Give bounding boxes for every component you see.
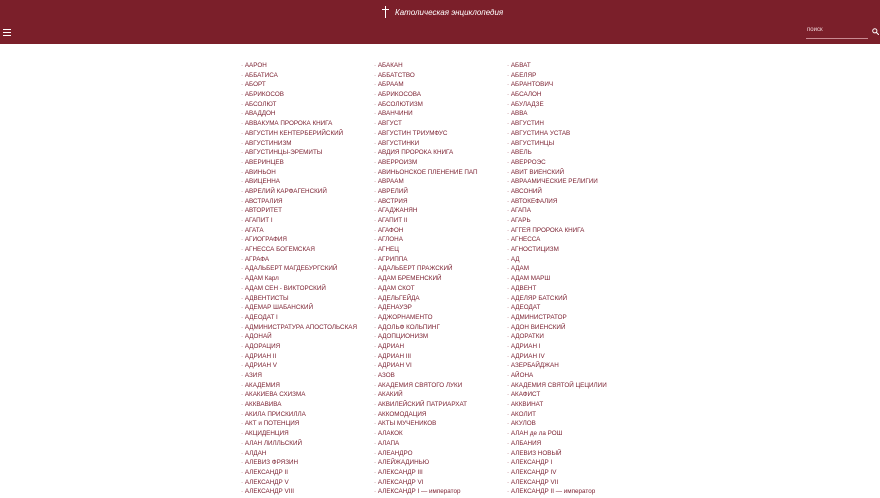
index-entry-link[interactable]: · АВГУСТИН [507, 119, 639, 129]
index-entry-link[interactable]: · АВГУСТИНИЗМ [241, 139, 373, 149]
index-entry-link[interactable]: · АЛЕВИЗ НОВЫЙ [507, 449, 639, 459]
index-entry-link[interactable]: · АКАДЕМИЯ СВЯТОЙ ЦЕЦИЛИИ [507, 381, 639, 391]
index-entry-link[interactable]: · АЛДАН [241, 449, 373, 459]
index-entry-link[interactable]: · АВВАКУМА ПРОРОКА КНИГА [241, 119, 373, 129]
index-entry-link[interactable]: · АДРИАН II [241, 352, 373, 362]
index-entry-link[interactable]: · АДОРАЦИЯ [241, 342, 373, 352]
index-entry-link[interactable]: · АКАДЕМИЯ [241, 381, 373, 391]
index-entry-link[interactable]: · АДЕОДАТ I [241, 313, 373, 323]
index-entry-link[interactable]: · АВГУСТИНЦЫ-ЭРЕМИТЫ [241, 148, 373, 158]
index-entry-link[interactable]: · АДОПЦИОНИЗМ [374, 332, 506, 342]
index-entry-link[interactable]: · АВТОРИТЕТ [241, 206, 373, 216]
index-entry-link[interactable]: · АГАФОН [374, 226, 506, 236]
index-entry-link[interactable]: · АВГУСТИНА УСТАВ [507, 129, 639, 139]
index-entry-link[interactable]: · АВИНЬОН [241, 168, 373, 178]
index-entry-link[interactable]: · АВГУСТИН КЕНТЕРБЕРИЙСКИЙ [241, 129, 373, 139]
index-entry-link[interactable]: · АДВЕНТИСТЫ [241, 294, 373, 304]
index-column-1 [241, 61, 373, 497]
index-entry-link[interactable]: · АВГУСТИН ТРИУМФУС [374, 129, 506, 139]
site-title: Католическая энциклопедия [395, 7, 504, 17]
index-entry-link[interactable]: · АВАДДОН [241, 109, 373, 119]
index-entry-link[interactable]: · АЗОВ [374, 371, 506, 381]
index-entry-link[interactable]: · АВИТ ВИЕНСКИЙ [507, 168, 639, 178]
index-entry-link[interactable]: · АДЕМАР ШАБАНСКИЙ [241, 303, 373, 313]
index-entry-link[interactable]: · АВРЕЛИЙ КАРФАГЕНСКИЙ [241, 187, 373, 197]
index-entry-link[interactable]: · АЛЕАНДРО [374, 449, 506, 459]
index-column-2 [374, 61, 506, 497]
site-logo[interactable] [380, 5, 503, 19]
index-entry-link[interactable]: · АВРААМ [374, 177, 506, 187]
index-entry-link[interactable]: · АКИЛА ПРИСКИЛЛА [241, 410, 373, 420]
index-entry-link[interactable]: · АВРЕЛИЙ [374, 187, 506, 197]
index-entry-link[interactable]: · АДРИАН IV [507, 352, 639, 362]
index-entry-link[interactable]: · АВГУСТИНЦЫ [507, 139, 639, 149]
index-entry-link[interactable]: · АВЕРРОЭС [507, 158, 639, 168]
index-entry-link[interactable]: · АКАДЕМИЯ СВЯТОГО ЛУКИ [374, 381, 506, 391]
index-entry-link[interactable]: · АБСАЛОН [507, 90, 639, 100]
index-entry-link[interactable]: · АЛЕКСАНДР II [241, 468, 373, 478]
index-entry-link[interactable]: · АБВАТ [507, 61, 639, 71]
index-entry-link[interactable]: · АДАМ БРЕМЕНСКИЙ [374, 274, 506, 284]
index-entry-link[interactable]: · АЛЕКСАНДР I — император [374, 487, 506, 497]
index-entry-link[interactable]: · АДАЛЬБЕРТ ПРАЖСКИЙ [374, 264, 506, 274]
index-column-3 [507, 61, 639, 497]
index-entry-link[interactable]: · АГРАФА [241, 255, 373, 265]
index-entry-link[interactable]: · АДОЛЬФ КОЛЬПИНГ [374, 323, 506, 333]
index-entry-link[interactable]: · АВИЦЕННА [241, 177, 373, 187]
index-entry-link[interactable]: · АБОРТ [241, 80, 373, 90]
index-entry-link[interactable]: · АВИНЬОНСКОЕ ПЛЕНЕНИЕ ПАП [374, 168, 506, 178]
index-entry-link[interactable]: · АДЕЛЬГЕЙДА [374, 294, 506, 304]
index-entry-link[interactable]: · АДЕОДАТ [507, 303, 639, 313]
index-entry-link[interactable]: · АЛАН ЛИЛЛЬСКИЙ [241, 439, 373, 449]
index-entry-link[interactable]: · АЛЕКСАНДР V [241, 478, 373, 488]
index-entry-link[interactable]: · АГЛОНА [374, 235, 506, 245]
index-entry-link[interactable]: · АБАКАН [374, 61, 506, 71]
index-entry-link[interactable]: · АБСОЛЮТ [241, 100, 373, 110]
index-entry-link[interactable]: · АЛЕВИЗ ФРЯЗИН [241, 458, 373, 468]
index-entry-link[interactable]: · АКОЛИТ [507, 410, 639, 420]
index-entry-link[interactable]: · АДРИАН VI [374, 361, 506, 371]
index-entry-link[interactable]: · АГНЕЦ [374, 245, 506, 255]
index-entry-link[interactable]: · АКУЛОВ [507, 419, 639, 429]
index-entry-link[interactable]: · АДОНАЙ [241, 332, 373, 342]
index-entry-link[interactable]: · АЛЕКСАНДР II — император [507, 487, 639, 497]
index-entry-link[interactable]: · АВДИЯ ПРОРОКА КНИГА [374, 148, 506, 158]
index-entry-link[interactable]: · ААРОН [241, 61, 373, 71]
index-entry-link[interactable]: · АГАДЖАНЯН [374, 206, 506, 216]
index-entry-link[interactable]: · АГАТА [241, 226, 373, 236]
index-entry-link[interactable]: · АДРИАН [374, 342, 506, 352]
index-entry-link[interactable]: · АДАЛЬБЕРТ МАГДЕБУРГСКИЙ [241, 264, 373, 274]
index-entry-link[interactable]: · АКАКИЕВА СХИЗМА [241, 390, 373, 400]
index-entry-link[interactable]: · АББАТИСА [241, 71, 373, 81]
index-entry-link[interactable]: · АДВЕНТ [507, 284, 639, 294]
index-entry-link[interactable]: · АДЖОРНАМЕНТО [374, 313, 506, 323]
index-entry-link[interactable]: · АБСОЛЮТИЗМ [374, 100, 506, 110]
index-entry-link[interactable]: · АГАРЬ [507, 216, 639, 226]
logo-icon [380, 6, 391, 18]
index-entry-link[interactable]: · АЛЕКСАНДР VIII [241, 487, 373, 497]
index-entry-link[interactable]: · АВСОНИЙ [507, 187, 639, 197]
index-entry-link[interactable]: · АДРИАН I [507, 342, 639, 352]
index-entry-link[interactable]: · АГАПИТ II [374, 216, 506, 226]
index-entry-link[interactable]: · АБРААМ [374, 80, 506, 90]
index-entry-link[interactable]: · АКАКИЙ [374, 390, 506, 400]
index-entry-link[interactable]: · АККВАВИВА [241, 400, 373, 410]
index-entry-link[interactable]: · АВГУСТИНКИ [374, 139, 506, 149]
index-entry-link[interactable]: · АЛАКОК [374, 429, 506, 439]
index-entry-link[interactable]: · АЛАН де ла РОШ [507, 429, 639, 439]
index-entry-link[interactable]: · АДАМ СЕН - ВИКТОРСКИЙ [241, 284, 373, 294]
index-entry-link[interactable]: · АДМИНИСТРАТОР [507, 313, 639, 323]
index-entry-link[interactable]: · АГНОСТИЦИЗМ [507, 245, 639, 255]
index-entry-link[interactable]: · АБУЛАДЗЕ [507, 100, 639, 110]
index-entry-link[interactable]: · АКВИЛЕЙСКИЙ ПАТРИАРХАТ [374, 400, 506, 410]
search-icon[interactable] [872, 28, 879, 35]
index-entry-link[interactable]: · АВЕЛЬ [507, 148, 639, 158]
site-header [0, 0, 880, 44]
index-entry-link[interactable]: · АБРАНТОВИЧ [507, 80, 639, 90]
index-entry-link[interactable]: · АБРИКОСОВА [374, 90, 506, 100]
index-entry-link[interactable]: · АККОМОДАЦИЯ [374, 410, 506, 420]
index-entry-link[interactable]: · АКЦИДЕНЦИЯ [241, 429, 373, 439]
index-entry-link[interactable]: · АЛЕКСАНДР I [507, 458, 639, 468]
index-entry-link[interactable]: · АЛЕКСАНДР III [374, 468, 506, 478]
index-entry-link[interactable]: · АДАМ [507, 264, 639, 274]
index-entry-link[interactable]: · АДРИАН III [374, 352, 506, 362]
index-entry-link[interactable]: · АД [507, 255, 639, 265]
index-entry-link[interactable]: · АЛЕКСАНДР IV [507, 468, 639, 478]
index-entry-link[interactable]: · АВВА [507, 109, 639, 119]
index-entry-link[interactable]: · АВСТРАЛИЯ [241, 197, 373, 207]
index-entry-link[interactable]: · АЛБАНИЯ [507, 439, 639, 449]
index-entry-link[interactable]: · АЛАПА [374, 439, 506, 449]
index-entry-link[interactable]: · АВСТРИЯ [374, 197, 506, 207]
index-entry-link[interactable]: · АГАПИТ I [241, 216, 373, 226]
index-entry-link[interactable]: · АГРИППА [374, 255, 506, 265]
index-entry-link[interactable]: · АЗЕРБАЙДЖАН [507, 361, 639, 371]
index-entry-link[interactable]: · АККВИНАТ [507, 400, 639, 410]
index-entry-link[interactable]: · АВТОКЕФАЛИЯ [507, 197, 639, 207]
index-entry-link[interactable]: · АКТЫ МУЧЕНИКОВ [374, 419, 506, 429]
index-entry-link[interactable]: · АЗИЯ [241, 371, 373, 381]
index-entry-link[interactable]: · АГГЕЯ ПРОРОКА КНИГА [507, 226, 639, 236]
index-entry-link[interactable]: · АБЕЛЯР [507, 71, 639, 81]
menu-icon[interactable] [3, 29, 11, 36]
index-entry-link[interactable]: · АЛЕКСАНДР VII [507, 478, 639, 488]
index-entry-link[interactable]: · АВЕРРОИЗМ [374, 158, 506, 168]
index-entry-link[interactable]: · АКТ и ПОТЕНЦИЯ [241, 419, 373, 429]
index-entry-link[interactable]: · АДАМ МАРШ [507, 274, 639, 284]
index-entry-link[interactable]: · АВРААМИЧЕСКИЕ РЕЛИГИИ [507, 177, 639, 187]
index-entry-link[interactable]: · АВГУСТ [374, 119, 506, 129]
index-entry-link[interactable]: · АДАМ Карл [241, 274, 373, 284]
index-entry-link[interactable]: · АДЕЛЯР БАТСКИЙ [507, 294, 639, 304]
index-entry-link[interactable]: · АВЕРИНЦЕВ [241, 158, 373, 168]
index-entry-link[interactable]: · АДОРАТКИ [507, 332, 639, 342]
search-input[interactable] [806, 22, 868, 39]
index-entry-link[interactable]: · АДЕНАУЭР [374, 303, 506, 313]
index-entry-link[interactable]: · АВАНЧИНИ [374, 109, 506, 119]
index-entry-link[interactable]: · АЛЕКСАНДР VI [374, 478, 506, 488]
index-entry-link[interactable]: · АГАПА [507, 206, 639, 216]
index-entry-link[interactable]: · АЙОНА [507, 371, 639, 381]
index-entry-link[interactable]: · АЛЕЙЖАДИНЬЮ [374, 458, 506, 468]
article-index [241, 61, 641, 498]
index-entry-link[interactable]: · АББАТСТВО [374, 71, 506, 81]
index-entry-link[interactable]: · АГНЕССА [507, 235, 639, 245]
index-entry-link[interactable]: · АДАМ СКОТ [374, 284, 506, 294]
index-entry-link[interactable]: · АКАФИСТ [507, 390, 639, 400]
index-entry-link[interactable]: · АДРИАН V [241, 361, 373, 371]
index-entry-link[interactable]: · АГНЕССА БОГЕМСКАЯ [241, 245, 373, 255]
index-entry-link[interactable]: · АДОН ВИЕНСКИЙ [507, 323, 639, 333]
index-entry-link[interactable]: · АГИОГРАФИЯ [241, 235, 373, 245]
index-entry-link[interactable]: · АДМИНИСТРАТУРА АПОСТОЛЬСКАЯ [241, 323, 373, 333]
index-entry-link[interactable]: · АБРИКОСОВ [241, 90, 373, 100]
